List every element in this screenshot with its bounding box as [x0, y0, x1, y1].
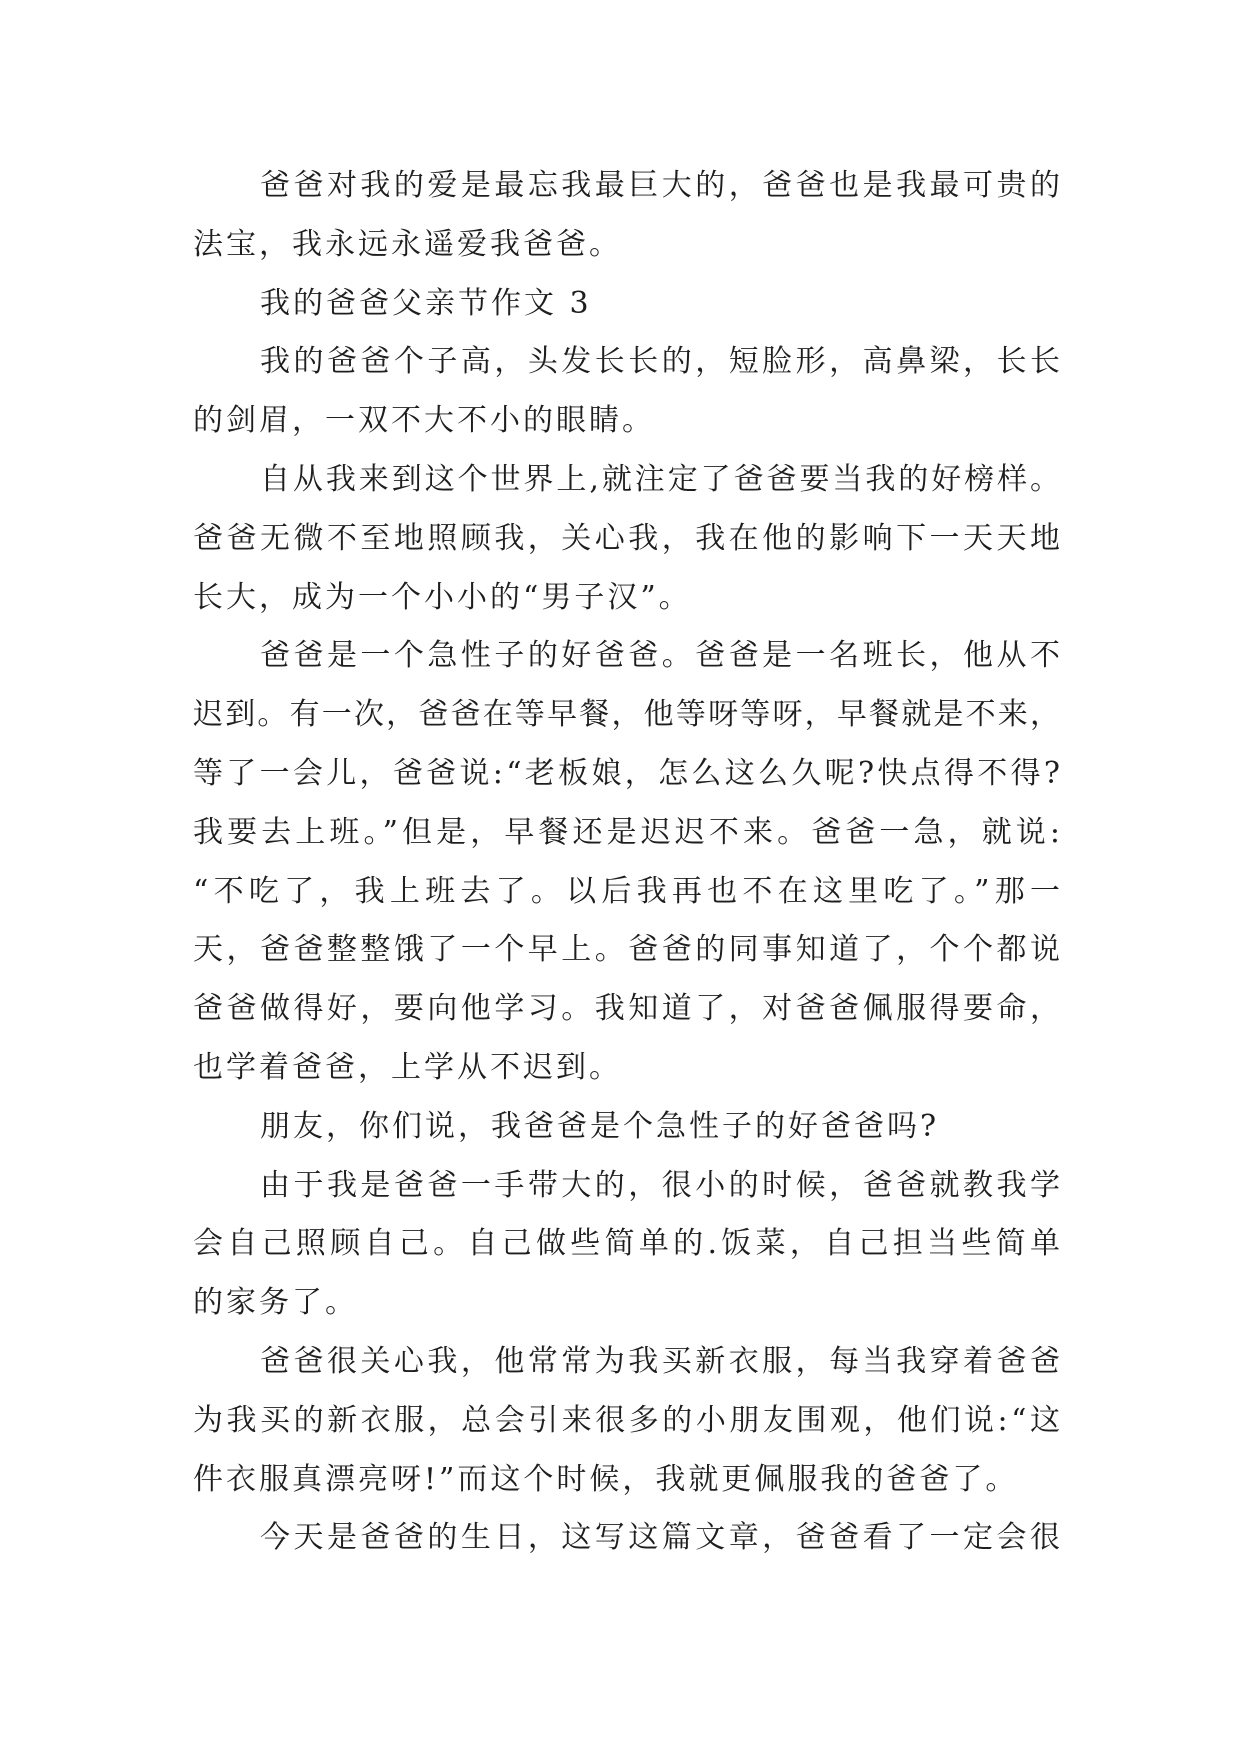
paragraph-line: 自从我来到这个世界上,就注定了爸爸要当我的好榜样。 — [260, 461, 1063, 497]
paragraph-line: 今天是爸爸的生日，这写这篇文章，爸爸看了一定会很 — [260, 1520, 1064, 1556]
paragraph — [0, 333, 1241, 451]
paragraph-line: 爸爸很关心我，他常常为我买新衣服，每当我穿着爸爸 — [260, 1343, 1064, 1379]
paragraph-line: 为我买的新衣服，总会引来很多的小朋友围观，他们说:“这 — [193, 1402, 1064, 1438]
paragraph-line: 朋友，你们说，我爸爸是个急性子的好爸爸吗? — [260, 1108, 940, 1144]
paragraph-line: 会自己照顾自己。自己做些简单的.饭菜，自己担当些简单 — [193, 1226, 1065, 1262]
paragraph-line: 爸爸对我的爱是最忘我最巨大的，爸爸也是我最可贵的 — [260, 168, 1064, 203]
paragraph-line: 天，爸爸整整饿了一个早上。爸爸的同事知道了，个个都说 — [193, 932, 1064, 968]
paragraph — [0, 1509, 1241, 1568]
paragraph-line: 的家务了。 — [193, 1285, 358, 1321]
document-body — [0, 157, 1241, 1568]
paragraph-line: 长大，成为一个小小的“男子汉”。 — [193, 579, 692, 615]
paragraph-line: 法宝，我永远永遥爱我爸爸。 — [193, 226, 622, 262]
paragraph-line: 件衣服真漂亮呀!”而这个时候，我就更佩服我的爸爸了。 — [193, 1461, 1019, 1497]
paragraph — [0, 1098, 1241, 1157]
essay-title-paragraph — [0, 275, 1241, 334]
paragraph-line: “不吃了，我上班去了。以后我再也不在这里吃了。”那一 — [193, 873, 1066, 909]
essay-title: 我的爸爸父亲节作文 3 — [260, 285, 592, 321]
paragraph-line: 等了一会儿，爸爸说:“老板娘，怎么这么久呢?快点得不得? — [193, 755, 1064, 791]
paragraph — [0, 1157, 1241, 1333]
paragraph-line: 的剑眉，一双不大不小的眼睛。 — [193, 403, 655, 439]
paragraph-line: 爸爸无微不至地照顾我，关心我，我在他的影响下一天天地 — [193, 520, 1064, 556]
paragraph-line: 爸爸是一个急性子的好爸爸。爸爸是一名班长，他从不 — [260, 638, 1064, 674]
paragraph-line: 我要去上班。”但是，早餐还是迟迟不来。爸爸一急，就说: — [193, 814, 1065, 850]
paragraph-line: 爸爸做得好，要向他学习。我知道了，对爸爸佩服得要命， — [193, 991, 1064, 1027]
paragraph — [0, 451, 1241, 627]
paragraph-line: 迟到。有一次，爸爸在等早餐，他等呀等呀，早餐就是不来， — [193, 697, 1063, 733]
paragraph-line: 由于我是爸爸一手带大的，很小的时候，爸爸就教我学 — [260, 1167, 1064, 1203]
paragraph — [0, 1333, 1241, 1509]
paragraph-line: 我的爸爸个子高，头发长长的，短脸形，高鼻梁，长长 — [260, 344, 1064, 380]
paragraph — [0, 157, 1241, 275]
paragraph — [0, 627, 1241, 1097]
paragraph-line: 也学着爸爸，上学从不迟到。 — [193, 1049, 622, 1085]
